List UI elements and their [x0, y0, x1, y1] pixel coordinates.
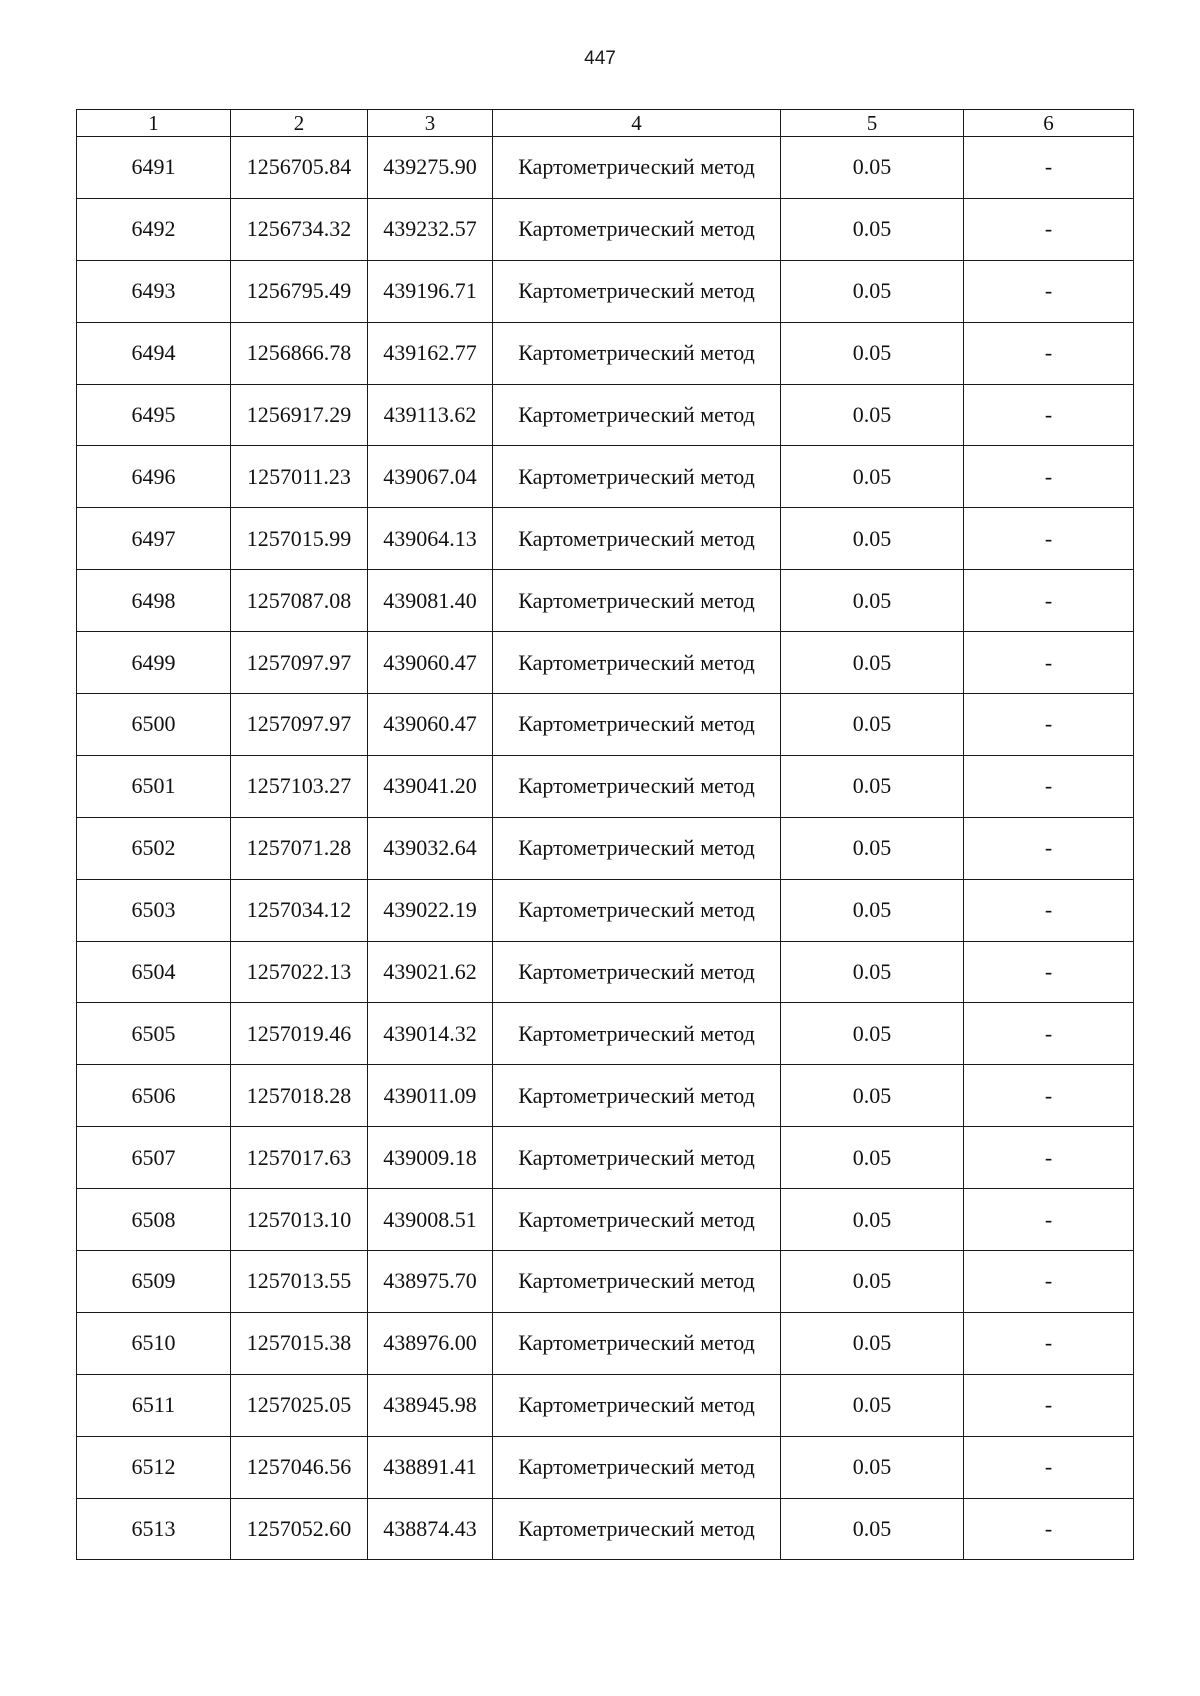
- y-coordinate-cell: 439196.71: [368, 260, 493, 322]
- x-coordinate-cell: 1256917.29: [231, 384, 368, 446]
- table-row: [77, 694, 1134, 756]
- point-number-cell: 6504: [77, 941, 231, 1003]
- y-coordinate-cell: 439275.90: [368, 137, 493, 199]
- method-cell: Картометрический метод: [493, 941, 781, 1003]
- method-cell: Картометрический метод: [493, 879, 781, 941]
- note-cell: -: [964, 879, 1134, 941]
- accuracy-cell: 0.05: [781, 879, 964, 941]
- y-coordinate-cell: 439064.13: [368, 508, 493, 570]
- note-cell: -: [964, 384, 1134, 446]
- x-coordinate-cell: 1257011.23: [231, 446, 368, 508]
- accuracy-cell: 0.05: [781, 137, 964, 199]
- y-coordinate-cell: 439014.32: [368, 1003, 493, 1065]
- accuracy-cell: 0.05: [781, 570, 964, 632]
- table-body: [77, 137, 1134, 1560]
- accuracy-cell: 0.05: [781, 755, 964, 817]
- accuracy-cell: 0.05: [781, 1189, 964, 1251]
- x-coordinate-cell: 1257013.10: [231, 1189, 368, 1251]
- y-coordinate-cell: 438976.00: [368, 1312, 493, 1374]
- table-row: [77, 508, 1134, 570]
- accuracy-cell: 0.05: [781, 446, 964, 508]
- accuracy-cell: 0.05: [781, 1003, 964, 1065]
- note-cell: -: [964, 1312, 1134, 1374]
- table-row: [77, 260, 1134, 322]
- method-cell: Картометрический метод: [493, 260, 781, 322]
- y-coordinate-cell: 438891.41: [368, 1436, 493, 1498]
- accuracy-cell: 0.05: [781, 384, 964, 446]
- x-coordinate-cell: 1257022.13: [231, 941, 368, 1003]
- x-coordinate-cell: 1256866.78: [231, 322, 368, 384]
- y-coordinate-cell: 438874.43: [368, 1498, 493, 1560]
- y-coordinate-cell: 439060.47: [368, 632, 493, 694]
- x-coordinate-cell: 1257013.55: [231, 1251, 368, 1313]
- accuracy-cell: 0.05: [781, 632, 964, 694]
- table-row: [77, 941, 1134, 1003]
- method-cell: Картометрический метод: [493, 137, 781, 199]
- note-cell: -: [964, 1189, 1134, 1251]
- x-coordinate-cell: 1256705.84: [231, 137, 368, 199]
- note-cell: -: [964, 817, 1134, 879]
- point-number-cell: 6502: [77, 817, 231, 879]
- point-number-cell: 6492: [77, 198, 231, 260]
- note-cell: -: [964, 941, 1134, 1003]
- accuracy-cell: 0.05: [781, 1436, 964, 1498]
- method-cell: Картометрический метод: [493, 508, 781, 570]
- point-number-cell: 6493: [77, 260, 231, 322]
- point-number-cell: 6494: [77, 322, 231, 384]
- method-cell: Картометрический метод: [493, 570, 781, 632]
- table-row: [77, 1312, 1134, 1374]
- x-coordinate-cell: 1257052.60: [231, 1498, 368, 1560]
- header-col-1: 1: [77, 110, 231, 137]
- accuracy-cell: 0.05: [781, 1498, 964, 1560]
- accuracy-cell: 0.05: [781, 694, 964, 756]
- accuracy-cell: 0.05: [781, 260, 964, 322]
- table-row: [77, 632, 1134, 694]
- y-coordinate-cell: 439081.40: [368, 570, 493, 632]
- method-cell: Картометрический метод: [493, 384, 781, 446]
- x-coordinate-cell: 1256795.49: [231, 260, 368, 322]
- x-coordinate-cell: 1257019.46: [231, 1003, 368, 1065]
- x-coordinate-cell: 1257046.56: [231, 1436, 368, 1498]
- method-cell: Картометрический метод: [493, 1498, 781, 1560]
- note-cell: -: [964, 755, 1134, 817]
- point-number-cell: 6509: [77, 1251, 231, 1313]
- note-cell: -: [964, 570, 1134, 632]
- x-coordinate-cell: 1257015.99: [231, 508, 368, 570]
- table-row: [77, 1003, 1134, 1065]
- header-col-3: 3: [368, 110, 493, 137]
- accuracy-cell: 0.05: [781, 508, 964, 570]
- point-number-cell: 6498: [77, 570, 231, 632]
- note-cell: -: [964, 1374, 1134, 1436]
- y-coordinate-cell: 438975.70: [368, 1251, 493, 1313]
- point-number-cell: 6513: [77, 1498, 231, 1560]
- point-number-cell: 6510: [77, 1312, 231, 1374]
- note-cell: -: [964, 1003, 1134, 1065]
- method-cell: Картометрический метод: [493, 1065, 781, 1127]
- y-coordinate-cell: 439113.62: [368, 384, 493, 446]
- point-number-cell: 6491: [77, 137, 231, 199]
- table-header: [77, 110, 1134, 137]
- note-cell: -: [964, 508, 1134, 570]
- note-cell: -: [964, 260, 1134, 322]
- note-cell: -: [964, 446, 1134, 508]
- accuracy-cell: 0.05: [781, 817, 964, 879]
- y-coordinate-cell: 439021.62: [368, 941, 493, 1003]
- x-coordinate-cell: 1257097.97: [231, 694, 368, 756]
- y-coordinate-cell: 439008.51: [368, 1189, 493, 1251]
- y-coordinate-cell: 439060.47: [368, 694, 493, 756]
- note-cell: -: [964, 322, 1134, 384]
- accuracy-cell: 0.05: [781, 1065, 964, 1127]
- point-number-cell: 6505: [77, 1003, 231, 1065]
- header-col-4: 4: [493, 110, 781, 137]
- table-row: [77, 137, 1134, 199]
- x-coordinate-cell: 1256734.32: [231, 198, 368, 260]
- point-number-cell: 6496: [77, 446, 231, 508]
- point-number-cell: 6512: [77, 1436, 231, 1498]
- method-cell: Картометрический метод: [493, 1189, 781, 1251]
- point-number-cell: 6499: [77, 632, 231, 694]
- x-coordinate-cell: 1257015.38: [231, 1312, 368, 1374]
- y-coordinate-cell: 439041.20: [368, 755, 493, 817]
- point-number-cell: 6500: [77, 694, 231, 756]
- note-cell: -: [964, 1436, 1134, 1498]
- point-number-cell: 6495: [77, 384, 231, 446]
- table-row: [77, 755, 1134, 817]
- method-cell: Картометрический метод: [493, 1003, 781, 1065]
- note-cell: -: [964, 198, 1134, 260]
- table-row: [77, 1498, 1134, 1560]
- y-coordinate-cell: 439232.57: [368, 198, 493, 260]
- table-row: [77, 322, 1134, 384]
- header-col-5: 5: [781, 110, 964, 137]
- x-coordinate-cell: 1257018.28: [231, 1065, 368, 1127]
- table-row: [77, 1189, 1134, 1251]
- method-cell: Картометрический метод: [493, 1374, 781, 1436]
- point-number-cell: 6503: [77, 879, 231, 941]
- y-coordinate-cell: 439162.77: [368, 322, 493, 384]
- point-number-cell: 6501: [77, 755, 231, 817]
- point-number-cell: 6497: [77, 508, 231, 570]
- note-cell: -: [964, 1127, 1134, 1189]
- table-row: [77, 817, 1134, 879]
- method-cell: Картометрический метод: [493, 632, 781, 694]
- method-cell: Картометрический метод: [493, 694, 781, 756]
- accuracy-cell: 0.05: [781, 1374, 964, 1436]
- x-coordinate-cell: 1257103.27: [231, 755, 368, 817]
- accuracy-cell: 0.05: [781, 322, 964, 384]
- method-cell: Картометрический метод: [493, 446, 781, 508]
- method-cell: Картометрический метод: [493, 1251, 781, 1313]
- table-row: [77, 879, 1134, 941]
- header-col-2: 2: [231, 110, 368, 137]
- table-row: [77, 1127, 1134, 1189]
- point-number-cell: 6506: [77, 1065, 231, 1127]
- table-row: [77, 384, 1134, 446]
- note-cell: -: [964, 1251, 1134, 1313]
- x-coordinate-cell: 1257017.63: [231, 1127, 368, 1189]
- method-cell: Картометрический метод: [493, 1436, 781, 1498]
- y-coordinate-cell: 439067.04: [368, 446, 493, 508]
- coordinates-table: [76, 109, 1134, 1560]
- x-coordinate-cell: 1257087.08: [231, 570, 368, 632]
- point-number-cell: 6508: [77, 1189, 231, 1251]
- method-cell: Картометрический метод: [493, 1312, 781, 1374]
- header-col-6: 6: [964, 110, 1134, 137]
- table-row: [77, 446, 1134, 508]
- x-coordinate-cell: 1257025.05: [231, 1374, 368, 1436]
- note-cell: -: [964, 1498, 1134, 1560]
- accuracy-cell: 0.05: [781, 198, 964, 260]
- table-row: [77, 1251, 1134, 1313]
- table-row: [77, 570, 1134, 632]
- x-coordinate-cell: 1257071.28: [231, 817, 368, 879]
- table-row: [77, 198, 1134, 260]
- table-row: [77, 1436, 1134, 1498]
- point-number-cell: 6511: [77, 1374, 231, 1436]
- accuracy-cell: 0.05: [781, 1251, 964, 1313]
- method-cell: Картометрический метод: [493, 817, 781, 879]
- accuracy-cell: 0.05: [781, 941, 964, 1003]
- header-row: [77, 110, 1134, 137]
- x-coordinate-cell: 1257097.97: [231, 632, 368, 694]
- x-coordinate-cell: 1257034.12: [231, 879, 368, 941]
- note-cell: -: [964, 694, 1134, 756]
- y-coordinate-cell: 439022.19: [368, 879, 493, 941]
- note-cell: -: [964, 137, 1134, 199]
- table-row: [77, 1374, 1134, 1436]
- method-cell: Картометрический метод: [493, 198, 781, 260]
- y-coordinate-cell: 439009.18: [368, 1127, 493, 1189]
- accuracy-cell: 0.05: [781, 1312, 964, 1374]
- y-coordinate-cell: 438945.98: [368, 1374, 493, 1436]
- method-cell: Картометрический метод: [493, 322, 781, 384]
- note-cell: -: [964, 632, 1134, 694]
- page-number: 447: [584, 48, 616, 69]
- method-cell: Картометрический метод: [493, 755, 781, 817]
- point-number-cell: 6507: [77, 1127, 231, 1189]
- table-row: [77, 1065, 1134, 1127]
- method-cell: Картометрический метод: [493, 1127, 781, 1189]
- accuracy-cell: 0.05: [781, 1127, 964, 1189]
- note-cell: -: [964, 1065, 1134, 1127]
- y-coordinate-cell: 439011.09: [368, 1065, 493, 1127]
- y-coordinate-cell: 439032.64: [368, 817, 493, 879]
